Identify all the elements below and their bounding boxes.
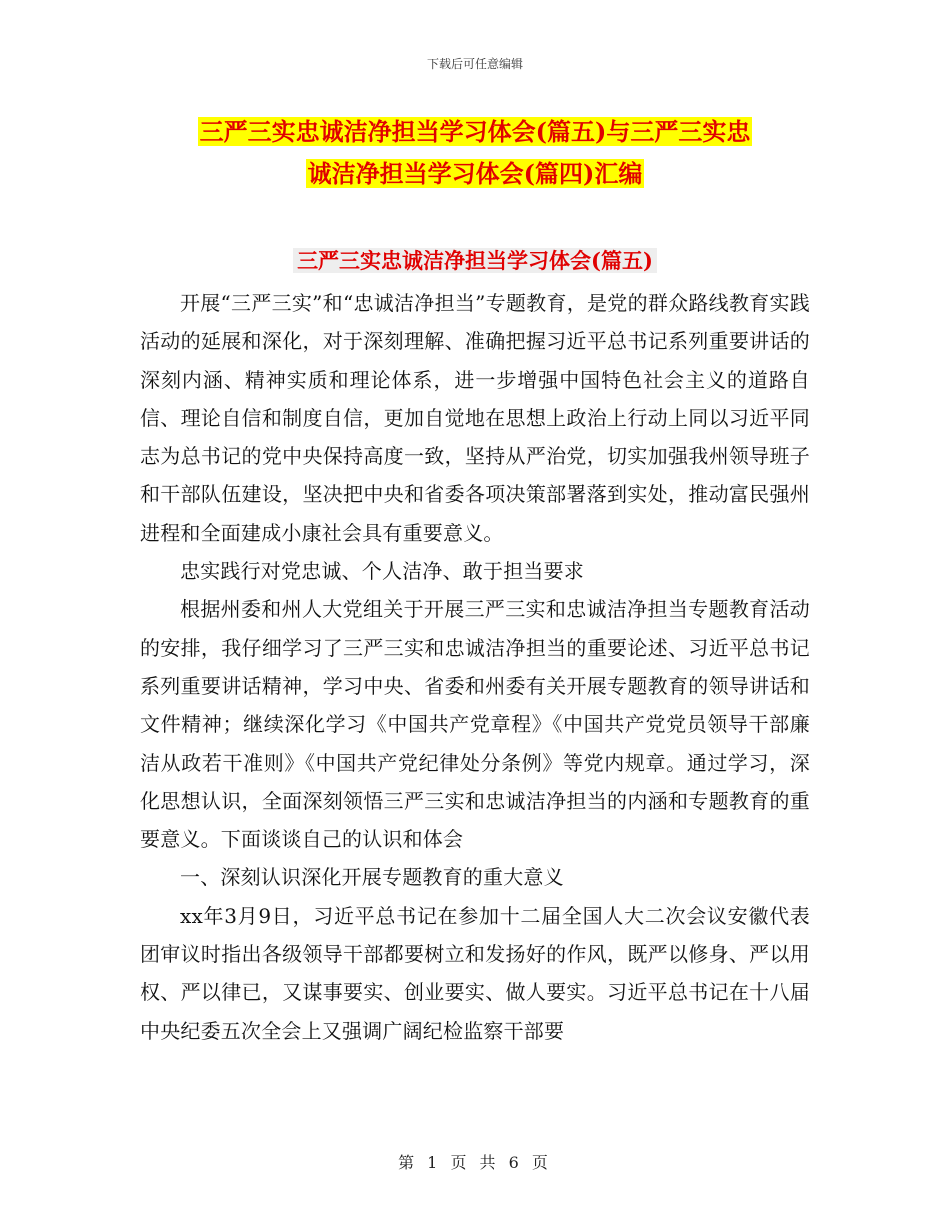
section-title-text: 三严三实忠诚洁净担当学习体会(篇五) bbox=[293, 248, 657, 273]
document-title-line-1 bbox=[140, 108, 810, 156]
paragraph: 根据州委和州人大党组关于开展三严三实和忠诚洁净担当专题教育活动的安排，我仔细学习了三严三实和忠诚洁净担当的重要论述、习近平总书记系列重要讲话精神，学习中央、省委和州委有关开展专题教育的领导讲话和文件精神；继续深化学习《中国共产党章程》《中国共产党党员领导干部廉洁从政若干准则》《中国共产党纪律处分条例》等党内规章。通过学习，深化思想认识，全面深刻领悟三严三实和忠诚洁净担当的内涵和专题教育的重要意义。下面谈谈自己的认识和体会 bbox=[140, 597, 810, 852]
title-line-2-text: 诚洁净担当学习体会(篇四)汇编 bbox=[307, 159, 643, 188]
document-title-line-2 bbox=[140, 150, 810, 198]
header-note: 下载后可任意编辑 bbox=[426, 57, 523, 71]
page-footer: 第 1 页 共 6 页 bbox=[398, 1153, 552, 1172]
paragraph: 开展“三严三实”和“忠诚洁净担当”专题教育，是党的群众路线教育实践活动的延展和深化，对于深刻理解、准确把握习近平总书记系列重要讲话的深刻内涵、精神实质和理论体系，进一步增强中国特色社会主义的道路自信、理论自信和制度自信，更加自觉地在思想上政治上行动上同以习近平同志为总书记的党中央保持高度一致，坚持从严治党，切实加强我州领导班子和干部队伍建设，坚决把中央和省委各项决策部署落到实处，推动富民强州进程和全面建成小康社会具有重要意义。 bbox=[140, 291, 810, 545]
paragraph: xx年3月9日，习近平总书记在参加十二届全国人大二次会议安徽代表团审议时指出各级领导干部都要树立和发扬好的作风，既严以修身、严以用权、严以律已，又谋事要实、创业要实、做人要实。习近平总书记在十八届中央纪委五次全会上又强调广阔纪检监察干部要 bbox=[140, 903, 810, 1043]
paragraph: 一、深刻认识深化开展专题教育的重大意义 bbox=[180, 865, 564, 890]
title-line-1-text: 三严三实忠诚洁净担当学习体会(篇五)与三严三实忠 bbox=[199, 117, 751, 146]
document-body bbox=[140, 284, 810, 1050]
section-title bbox=[0, 244, 950, 278]
paragraph: 忠实践行对党忠诚、个人洁净、敢于担当要求 bbox=[180, 559, 584, 584]
